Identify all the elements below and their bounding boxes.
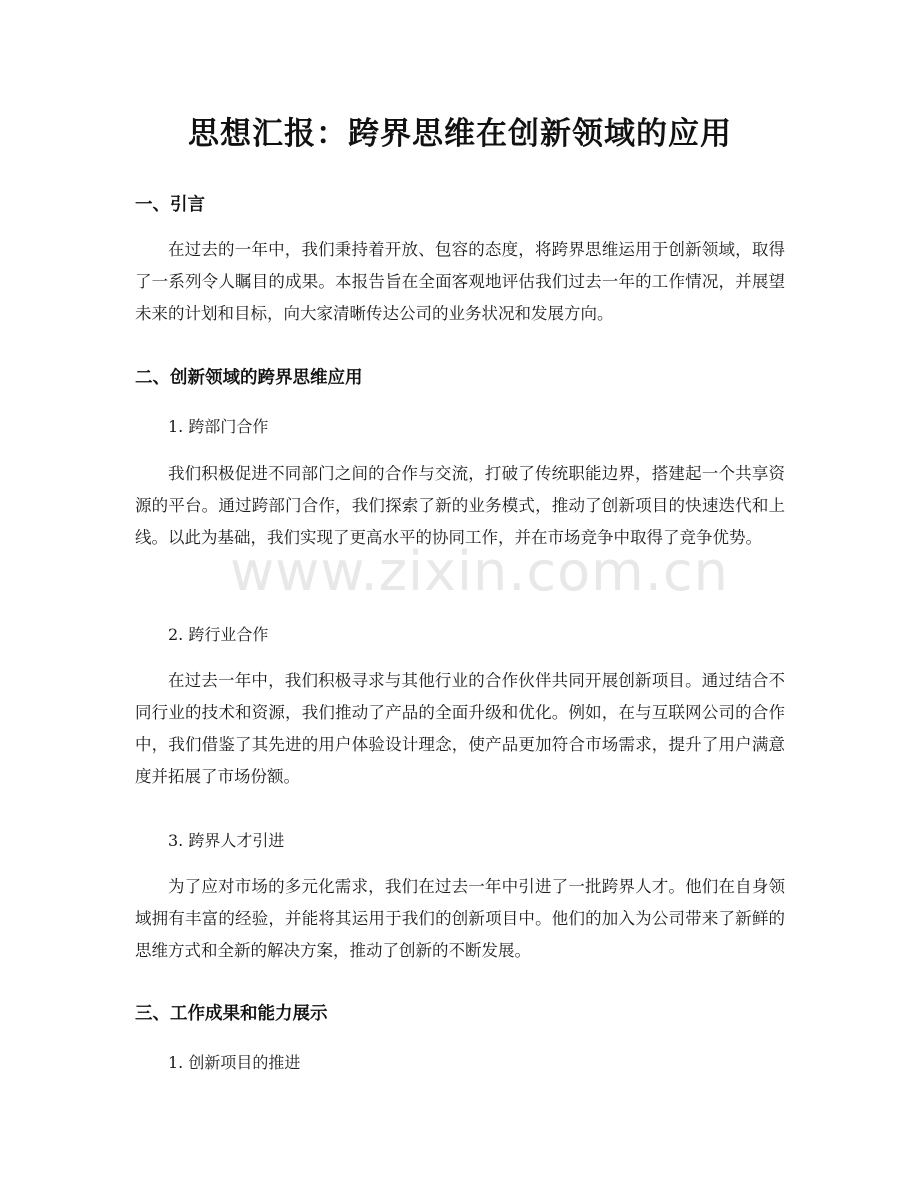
subsection-title-talent: 3. 跨界人才引进 xyxy=(168,831,285,850)
watermark: www.zixin.com.cn xyxy=(230,540,729,603)
paragraph-cross-industry: 在过去一年中，我们积极寻求与其他行业的合作伙伴共同开展创新项目。通过结合不同行业的技术和资源，我们推动了产品的全面升级和优化。例如，在与互联网公司的合作中，我们借鉴了其先进的用户体验设计理念，使产品更加符合市场需求，提升了用户满意度并拓展了市场份额。 xyxy=(135,671,785,786)
subsection-title-cross-industry: 2. 跨行业合作 xyxy=(168,625,269,644)
subsection-title-innovation-projects: 1. 创新项目的推进 xyxy=(168,1053,301,1072)
subsection-title-cross-department: 1. 跨部门合作 xyxy=(168,417,269,436)
section-heading-intro: 一、引言 xyxy=(135,195,205,215)
document-title: 思想汇报：跨界思维在创新领域的应用 xyxy=(188,116,732,152)
intro-paragraph: 在过去的一年中，我们秉持着开放、包容的态度，将跨界思维运用于创新领域，取得了一系列令人瞩目的成果。本报告旨在全面客观地评估我们过去一年的工作情况，并展望未来的计划和目标，向大家清晰传达公司的业务状况和发展方向。 xyxy=(135,240,785,323)
section-heading-application: 二、创新领域的跨界思维应用 xyxy=(135,368,363,388)
section-heading-results: 三、工作成果和能力展示 xyxy=(135,1004,328,1024)
paragraph-talent: 为了应对市场的多元化需求，我们在过去一年中引进了一批跨界人才。他们在自身领域拥有丰富的经验，并能将其运用于我们的创新项目中。他们的加入为公司带来了新鲜的思维方式和全新的解决方案，推动了创新的不断发展。 xyxy=(135,877,785,960)
paragraph-cross-department: 我们积极促进不同部门之间的合作与交流，打破了传统职能边界，搭建起一个共享资源的平台。通过跨部门合作，我们探索了新的业务模式，推动了创新项目的快速迭代和上线。以此为基础，我们实现了更高水平的协同工作，并在市场竞争中取得了竞争优势。 xyxy=(135,464,785,547)
